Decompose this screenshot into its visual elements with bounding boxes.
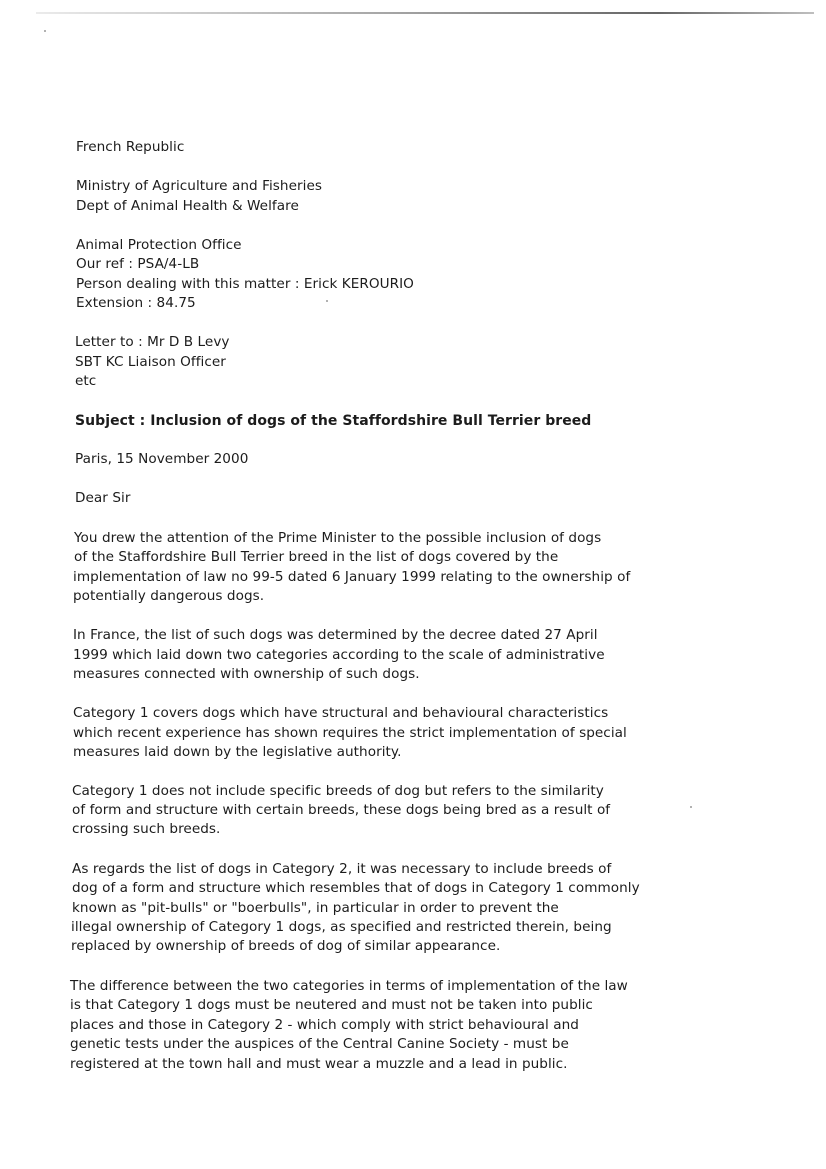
paragraph-line: In France, the list of such dogs was determined by the decree dated 27 April [73, 627, 598, 643]
scan-top-edge [36, 12, 814, 14]
paragraph-line: of form and structure with certain breeds, these dogs being bred as a result of [72, 802, 611, 818]
paragraph-line: Category 1 covers dogs which have structural and behavioural characteristics [73, 705, 609, 721]
phone-extension: Extension : 84.75 [76, 295, 196, 311]
recipient-etc: etc [75, 373, 97, 389]
subject-line: Subject : Inclusion of dogs of the Staffordshire Bull Terrier breed [75, 413, 592, 429]
ministry-name: Ministry of Agriculture and Fisheries [76, 178, 322, 194]
recipient-name: Letter to : Mr D B Levy [75, 334, 230, 350]
paragraph-line: dog of a form and structure which resembles that of dogs in Category 1 commonly [72, 880, 640, 896]
department-name: Dept of Animal Health & Welfare [76, 198, 299, 214]
paragraph-line: measures connected with ownership of such dogs. [73, 666, 420, 682]
letter-date: Paris, 15 November 2000 [75, 451, 249, 467]
paragraph-line: The difference between the two categories in terms of implementation of the law [70, 978, 628, 994]
contact-person: Person dealing with this matter : Erick KEROURIO [76, 276, 414, 292]
paragraph-line: places and those in Category 2 - which comply with strict behavioural and [70, 1017, 579, 1033]
paragraph-line: You drew the attention of the Prime Minister to the possible inclusion of dogs [74, 530, 602, 546]
paragraph-line: potentially dangerous dogs. [73, 588, 265, 604]
country-name: French Republic [76, 139, 185, 155]
paragraph-line: Category 1 does not include specific breeds of dog but refers to the similarity [72, 783, 604, 799]
scan-speck [44, 30, 46, 32]
paragraph-line: is that Category 1 dogs must be neutered and must not be taken into public [70, 997, 593, 1013]
paragraph-line: implementation of law no 99-5 dated 6 January 1999 relating to the ownership of [73, 569, 631, 585]
paragraph-line: measures laid down by the legislative authority. [73, 744, 402, 760]
reference-number: Our ref : PSA/4-LB [76, 256, 200, 272]
paragraph-line: crossing such breeds. [72, 821, 221, 837]
recipient-title: SBT KC Liaison Officer [75, 354, 226, 370]
paragraph-line: As regards the list of dogs in Category 2, it was necessary to include breeds of [72, 861, 612, 877]
scan-speck [326, 300, 328, 302]
paragraph-line: replaced by ownership of breeds of dog of similar appearance. [71, 938, 501, 954]
office-name: Animal Protection Office [76, 237, 242, 253]
paragraph-line: registered at the town hall and must wear a muzzle and a lead in public. [70, 1056, 568, 1072]
paragraph-line: which recent experience has shown requires the strict implementation of special [73, 725, 627, 741]
paragraph-line: 1999 which laid down two categories according to the scale of administrative [73, 647, 605, 663]
paragraph-line: illegal ownership of Category 1 dogs, as specified and restricted therein, being [71, 919, 612, 935]
paragraph-line: known as "pit-bulls" or "boerbulls", in particular in order to prevent the [72, 900, 559, 916]
scan-speck [690, 806, 692, 808]
paragraph-line: genetic tests under the auspices of the Central Canine Society - must be [70, 1036, 569, 1052]
paragraph-line: of the Staffordshire Bull Terrier breed in the list of dogs covered by the [74, 549, 559, 565]
salutation: Dear Sir [75, 490, 131, 506]
